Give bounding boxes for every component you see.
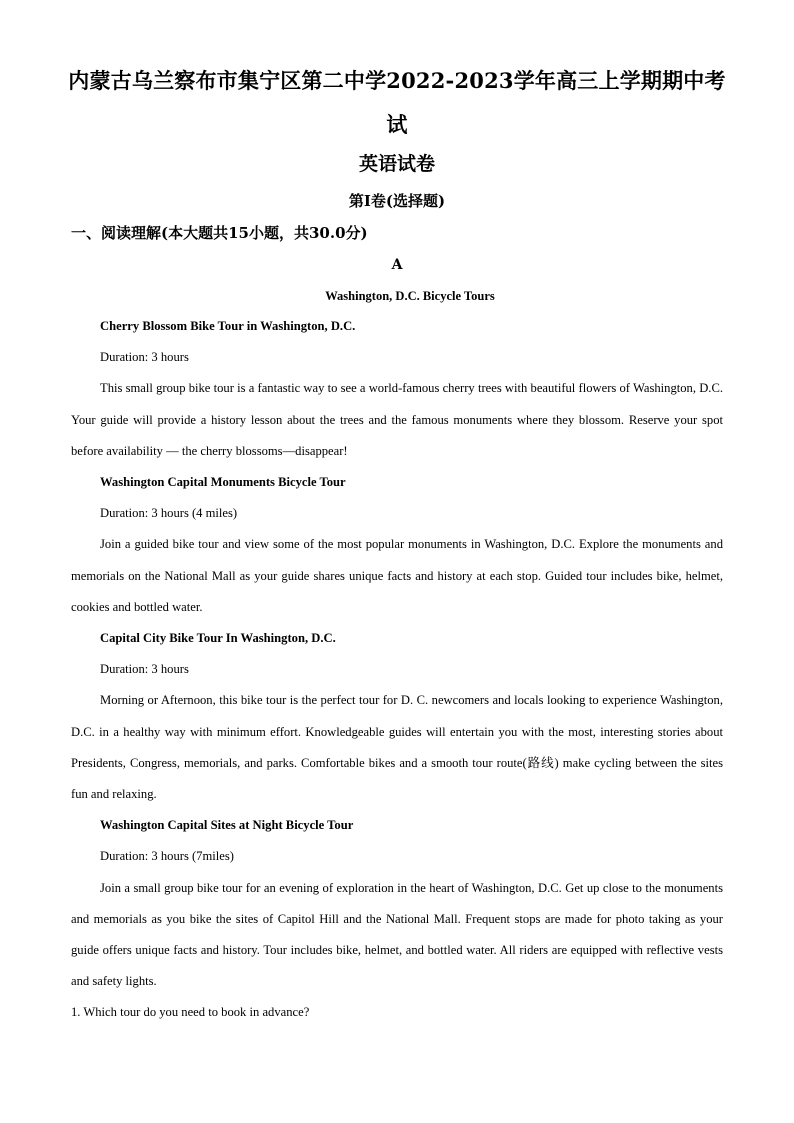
tour-name: Cherry Blossom Bike Tour in Washington, D.C. (100, 319, 356, 333)
section-heading: 一、阅读理解(本大题共15小题，共30.0分) (71, 224, 368, 242)
tour-duration: Duration: 3 hours (4 miles) (100, 506, 238, 521)
passage-body (71, 311, 723, 997)
tour-description: Join a guided bike tour and view some of the most popular monuments in Washington, D.C. Explore the monuments and memorials on the National Mall as your guide shares unique facts and history at each stop. Guided tour includes bike, helmet, cookies and bottled water. (71, 537, 723, 614)
tour-duration: Duration: 3 hours (7miles) (100, 849, 234, 864)
tour-name: Capital City Bike Tour In Washington, D.C. (100, 631, 336, 646)
exam-title-line1: 内蒙古乌兰察布市集宁区第二中学2022-2023学年高三上学期期中考 (68, 68, 726, 93)
tour-name: Washington Capital Monuments Bicycle Tour (100, 475, 346, 490)
exam-title-line2: 试 (386, 112, 408, 137)
tour-description: Join a small group bike tour for an evening of exploration in the heart of Washington, D.C. Get up close to the monuments and memorials as you bike the sites of Capitol Hill and the National Mall. Frequent stops are made for photo taking as your guide offers unique facts and history. Tour includes bike, helmet, and bottled water. All riders are equipped with reflective vests and safety lights. (71, 880, 723, 989)
tour-duration: Duration: 3 hours (100, 662, 189, 677)
tour-name: Washington Capital Sites at Night Bicycle Tour (100, 818, 354, 833)
subject-title: 英语试卷 (358, 153, 435, 175)
passage-title: Washington, D.C. Bicycle Tours (325, 289, 495, 303)
question-item: 1. Which tour do you need to book in advance? (71, 1005, 310, 1019)
passage-letter: A (391, 257, 403, 273)
tour-duration: Duration: 3 hours (100, 350, 189, 365)
volume-label: 第Ⅰ卷(选择题) (348, 192, 446, 210)
tour-description: Morning or Afternoon, this bike tour is the perfect tour for D. C. newcomers and locals looking to experience Washington, D.C. in a healthy way with minimum effort. Knowledgeable guides will entertain you with the most, interesting stories about Presidents, Congress, memorials, and parks. Comfortable bikes and a smooth tour route(路线) make cycling between the sites fun and relaxing. (71, 693, 723, 802)
tour-description: This small group bike tour is a fantastic way to see a world-famous cherry trees with beautiful flowers of Washington, D.C. Your guide will provide a history lesson about the trees and the famous monuments where they blossom. Reserve your spot before availability — the cherry blossoms—disappear! (71, 381, 723, 458)
